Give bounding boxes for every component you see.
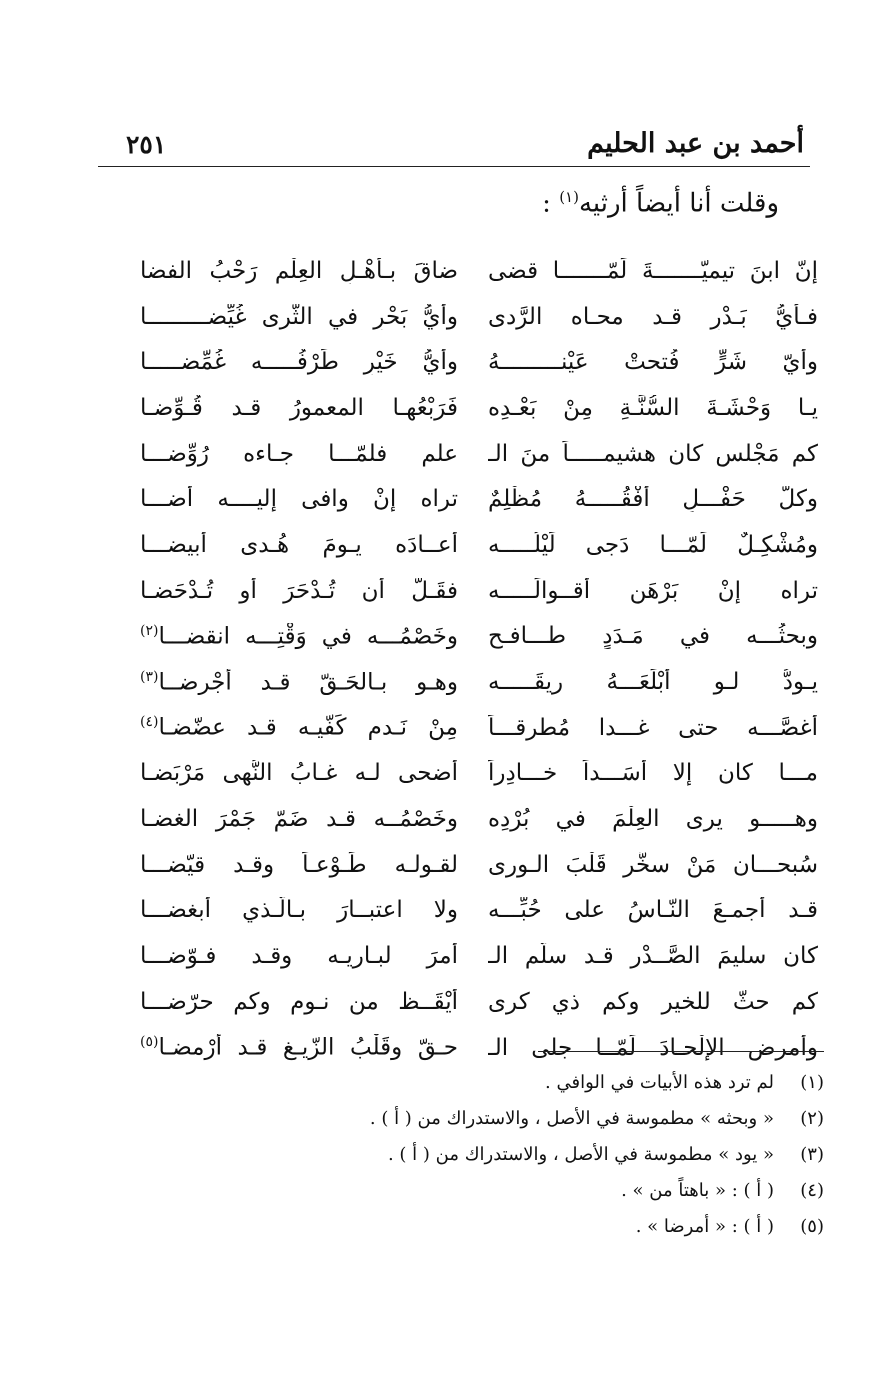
verse-second-text: أيْقَــظ من نـومٍ وكم حرّضـــا (140, 988, 458, 1015)
page-number: ٢٥١ (126, 130, 167, 159)
verse-first-hemistich: مـــا كان إلا أَسَـــداً خـــادِراً (488, 760, 818, 787)
verse-second-hemistich (140, 623, 458, 650)
verse-second-hemistich (140, 669, 458, 696)
verse-second-hemistich (140, 897, 458, 923)
verse-footnote-ref: (٤) (140, 714, 159, 731)
verse-line (128, 385, 818, 431)
verse-line (128, 248, 818, 294)
footnote (224, 1064, 824, 1100)
footnote-text: « وبحثه » مطموسة في الأصل ، والاستدراك من ( أ ) . (369, 1107, 774, 1129)
footnote-number: (٢) (800, 1107, 824, 1129)
intro-text: وقلت أنا أيضاً أرثيه (578, 188, 779, 219)
verse-first-hemistich: قـد أجمـعَ النّـاسُ على حُبِّـــه (488, 897, 818, 924)
verse-second-text: وأيُّ بَحْرٍ في الثّرى غُيِّضـــــــــا (140, 303, 458, 330)
footnote (224, 1208, 824, 1244)
verse-second-hemistich (140, 714, 458, 741)
verse-second-hemistich (140, 304, 458, 330)
verse-line (128, 294, 818, 340)
verse-line (128, 751, 818, 797)
verse-second-text: وأيُّ خَيْرٍ طَرْفُـــــه غُمِّضـــــا (140, 349, 458, 376)
verse-line (128, 614, 818, 660)
verse-second-text: فَرَبْعُهـا المعمورُ قـد قُـوِّضـا (140, 394, 458, 421)
intro-footnote-ref: (١) (559, 188, 579, 206)
verse-first-hemistich: وهـــــو يرى العِلْمَ في بُرْدِه (488, 806, 818, 833)
verse-first-hemistich: يـا وَحْشَـةَ السُّنَّـةِ مِنْ بَعْـدِه (488, 394, 818, 421)
running-title: أحمد بن عبد الحليم (587, 128, 804, 159)
verse-line (128, 842, 818, 888)
verse-second-text: وخَصْمُـــه في وَقْتِـــه انقضـــا (158, 623, 458, 650)
verse-first-hemistich: كم مَجْلسٍ كان هشيمـــــاً منَ الـ (488, 440, 818, 467)
footnote (224, 1100, 824, 1136)
footnote-text: ( أ ) : « أمرضا » . (635, 1215, 774, 1237)
verse-second-hemistich (140, 943, 458, 969)
footnote-text: « يود » مطموسة في الأصل ، والاستدراك من ( أ ) . (387, 1143, 774, 1165)
verse-line (128, 979, 818, 1025)
verse-first-hemistich: وكلُّ حَفْـــلٍ أفْقُـــــهُ مُظْلِمٌ (488, 486, 818, 513)
running-header (98, 128, 810, 168)
poem (128, 248, 818, 1070)
verse-second-hemistich (140, 486, 458, 512)
verse-first-hemistich: ومُشْكِـلٌ لَمّـــا دَجى لَيْلُـــــه (488, 531, 818, 558)
verse-line (128, 568, 818, 614)
verse-line (128, 888, 818, 934)
footnote-number: (٥) (800, 1215, 824, 1237)
verse-first-hemistich: فـأيُّ بَـدْرٍ قـد محـاه الرَّدى (488, 303, 818, 330)
verse-line (128, 705, 818, 751)
verse-first-hemistich: وبحثُـــه في مَـدَدٍ طـــافـحٍ (488, 623, 818, 650)
verse-first-hemistich: سُبحـــان مَنْ سخَّر قَلْبَ الـورى (488, 851, 818, 878)
verse-second-text: أمرَ لبـاريـه وقـد فـوّضـــا (140, 943, 458, 970)
verse-second-hemistich (140, 532, 458, 558)
verse-second-text: علمِ فلمّـــا جـاءه رُوِّضـــا (140, 440, 458, 467)
footnote-number: (٣) (800, 1143, 824, 1165)
verse-second-hemistich (140, 441, 458, 467)
verse-second-hemistich (140, 395, 458, 421)
verse-first-hemistich: أغصَّـــه حتى غـــدا مُطرقـــاً (488, 714, 818, 741)
verse-second-hemistich (140, 578, 458, 604)
footnote (224, 1172, 824, 1208)
verse-second-text: أضحى لـه غـابُ النُّهى مَرْبَضـا (140, 760, 458, 787)
verse-line (128, 796, 818, 842)
verse-second-text: مِنْ نَـدمٍ كَفّيـه قـد عضّضـا (158, 715, 458, 742)
verse-first-hemistich: كم حثّ للخير وكم ذي كرى (488, 988, 818, 1015)
verse-second-hemistich (140, 806, 458, 832)
verse-second-text: لقـولـه طَـوْعـاً وقـد قيّضـــا (140, 851, 458, 878)
verse-first-hemistich: كان سليمَ الصَّــدْرِ قـد سلّم الـ (488, 943, 818, 970)
verse-second-hemistich (140, 760, 458, 786)
verse-second-hemistich (140, 258, 458, 284)
verse-second-hemistich (140, 989, 458, 1015)
header-rule (98, 166, 810, 167)
footnote-text: لم ترد هذه الأبيات في الوافي . (545, 1071, 774, 1093)
verse-line (128, 476, 818, 522)
verse-footnote-ref: (٢) (140, 623, 159, 640)
verse-second-hemistich (140, 1034, 458, 1061)
footnote-number: (١) (800, 1071, 824, 1093)
verse-second-text: تراه إنْ وافى إليــــه أضـــا (140, 486, 458, 513)
verse-second-hemistich (140, 349, 458, 375)
verse-second-text: حـقّ وقَلْبُ الزّيـغِ قـد أرْمضـا (158, 1034, 458, 1061)
verse-second-text: وخَصْمُــه قـد ضَمّ جَمْرَ الغضـا (140, 806, 458, 833)
verse-footnote-ref: (٣) (140, 668, 159, 685)
verse-first-hemistich: وأيّ شَرٍّ فُتحتْ عَيْنـــــــــهُ (488, 349, 818, 376)
verse-second-text: وهـو بـالحَـقّ قـد أُجْرِضــا (158, 669, 458, 696)
verse-second-text: ولا اعتبــارَ بـالّـذي أبغضـــا (140, 897, 458, 924)
verse-second-text: أعــادَه يـومَ هُـدى أبيضـــا (140, 531, 458, 558)
verse-first-hemistich: إنّ ابنَ تيميّـــــــةَ لَمّـــــــا قضى (488, 257, 818, 284)
footnote-number: (٤) (800, 1179, 824, 1201)
footnote-rule (538, 1051, 824, 1052)
verse-first-hemistich: يـودُّ لـو أبْلَعَـــهُ رِيقَـــــه (488, 669, 818, 696)
footnote (224, 1136, 824, 1172)
verse-second-hemistich (140, 852, 458, 878)
verse-line (128, 431, 818, 477)
footnote-text: ( أ ) : « باهتاً من » . (621, 1179, 774, 1201)
verse-line (128, 522, 818, 568)
intro-line (542, 188, 779, 219)
verse-first-hemistich: وأمرض الإلْحـادَ لَمّــا جلى الـ (488, 1034, 818, 1061)
intro-colon: : (542, 188, 551, 219)
verse-second-text: فقَـلَّ أن تُـدْحَرَ أو تُـدْحَضـا (140, 577, 458, 604)
verse-second-text: ضاقَ بـأَهْـلِ العِلْمِ رَحْبُ الفضا (140, 257, 458, 284)
verse-line (128, 933, 818, 979)
verse-footnote-ref: (٥) (140, 1034, 159, 1051)
verse-first-hemistich: تراه إنْ بَرْهَن أقــوالَـــــه (488, 577, 818, 604)
verse-line (128, 659, 818, 705)
footnotes (224, 1064, 824, 1244)
verse-line (128, 339, 818, 385)
